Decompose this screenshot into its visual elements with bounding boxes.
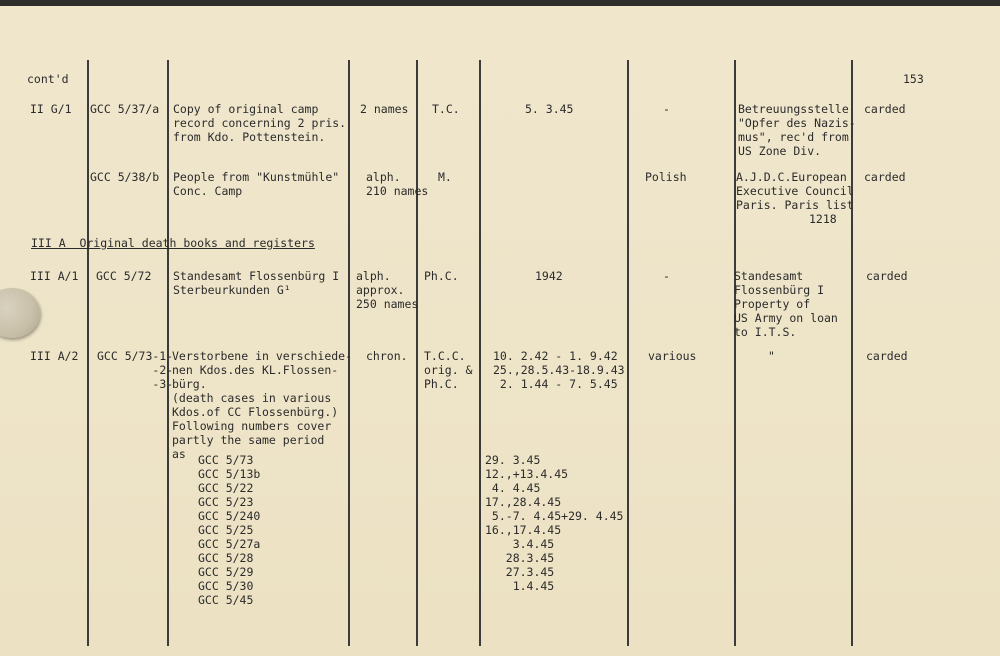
record-status: carded [866,269,908,283]
column-rule [479,60,481,646]
record-language: Polish [645,170,687,184]
binder-clip [0,288,40,338]
section-code: II G/1 [30,102,72,116]
record-description: Copy of original camp record concerning 2 pris. from Kdo. Pottenstein. [173,102,347,144]
record-type: M. [438,170,452,184]
page-number: 153 [903,72,924,86]
record-extent: 2 names [360,102,409,116]
record-language: various [648,349,697,363]
section-code: III A/1 [30,269,79,283]
record-language: - [663,102,670,116]
record-source: " [768,349,775,363]
contd-label: cont'd [27,72,69,86]
record-code: GCC 5/37/a [90,102,160,116]
record-type: Ph.C. [424,269,459,283]
record-type: T.C.C. orig. & Ph.C. [424,349,473,391]
record-dates: 1942 [535,269,563,283]
record-type: T.C. [432,102,460,116]
record-source: A.J.D.C.European Executive Council Paris. Paris list [736,170,854,212]
record-source: Betreuungsstelle "Opfer des Nazis- mus", rec'd from US Zone Div. [738,102,856,158]
record-code: GCC 5/73-1- -2- -3- [97,349,174,391]
record-language: - [663,269,670,283]
record-source-extra: 1218 [809,212,837,226]
record-status: carded [864,102,906,116]
record-extent: chron. [366,349,408,363]
column-rule [87,60,89,646]
column-rule [416,60,418,646]
record-code: GCC 5/72 [96,269,152,283]
section-code: III A/2 [30,349,79,363]
record-extent: alph. approx. 250 names [356,269,419,311]
record-code: GCC 5/38/b [90,170,160,184]
record-description: Verstorbene in verschiede- nen Kdos.des KL.Flossen- bürg. (death cases in various Kdos.of CC Flossenbürg.) Following numbers cover partly the same period as [172,349,353,461]
section-heading: III A Original death books and registers [31,236,315,250]
record-description: People from "Kunstmühle" Conc. Camp [173,170,340,198]
record-status: carded [866,349,908,363]
record-dates: 10. 2.42 - 1. 9.42 25.,28.5.43-18.9.43 2. 1.44 - 7. 5.45 [493,349,625,391]
column-rule [627,60,629,646]
related-codes-list: GCC 5/73 GCC 5/13b GCC 5/22 GCC 5/23 GCC 5/240 GCC 5/25 GCC 5/27a GCC 5/28 GCC 5/29 GCC 5/30 GCC 5/45 [198,453,261,607]
record-description: Standesamt Flossenbürg I Sterbeurkunden G¹ [173,269,340,297]
related-dates-list: 29. 3.45 12.,+13.4.45 4. 4.45 17.,28.4.45 5.-7. 4.45+29. 4.45 16.,17.4.45 3.4.45 28.3.45 27.3.45 1.4.45 [485,453,624,593]
column-rule [734,60,736,646]
document-page [0,6,1000,656]
record-extent: alph. 210 names [366,170,429,198]
record-status: carded [864,170,906,184]
record-dates: 5. 3.45 [525,102,574,116]
record-source: Standesamt Flossenbürg I Property of US Army on loan to I.T.S. [734,269,838,339]
